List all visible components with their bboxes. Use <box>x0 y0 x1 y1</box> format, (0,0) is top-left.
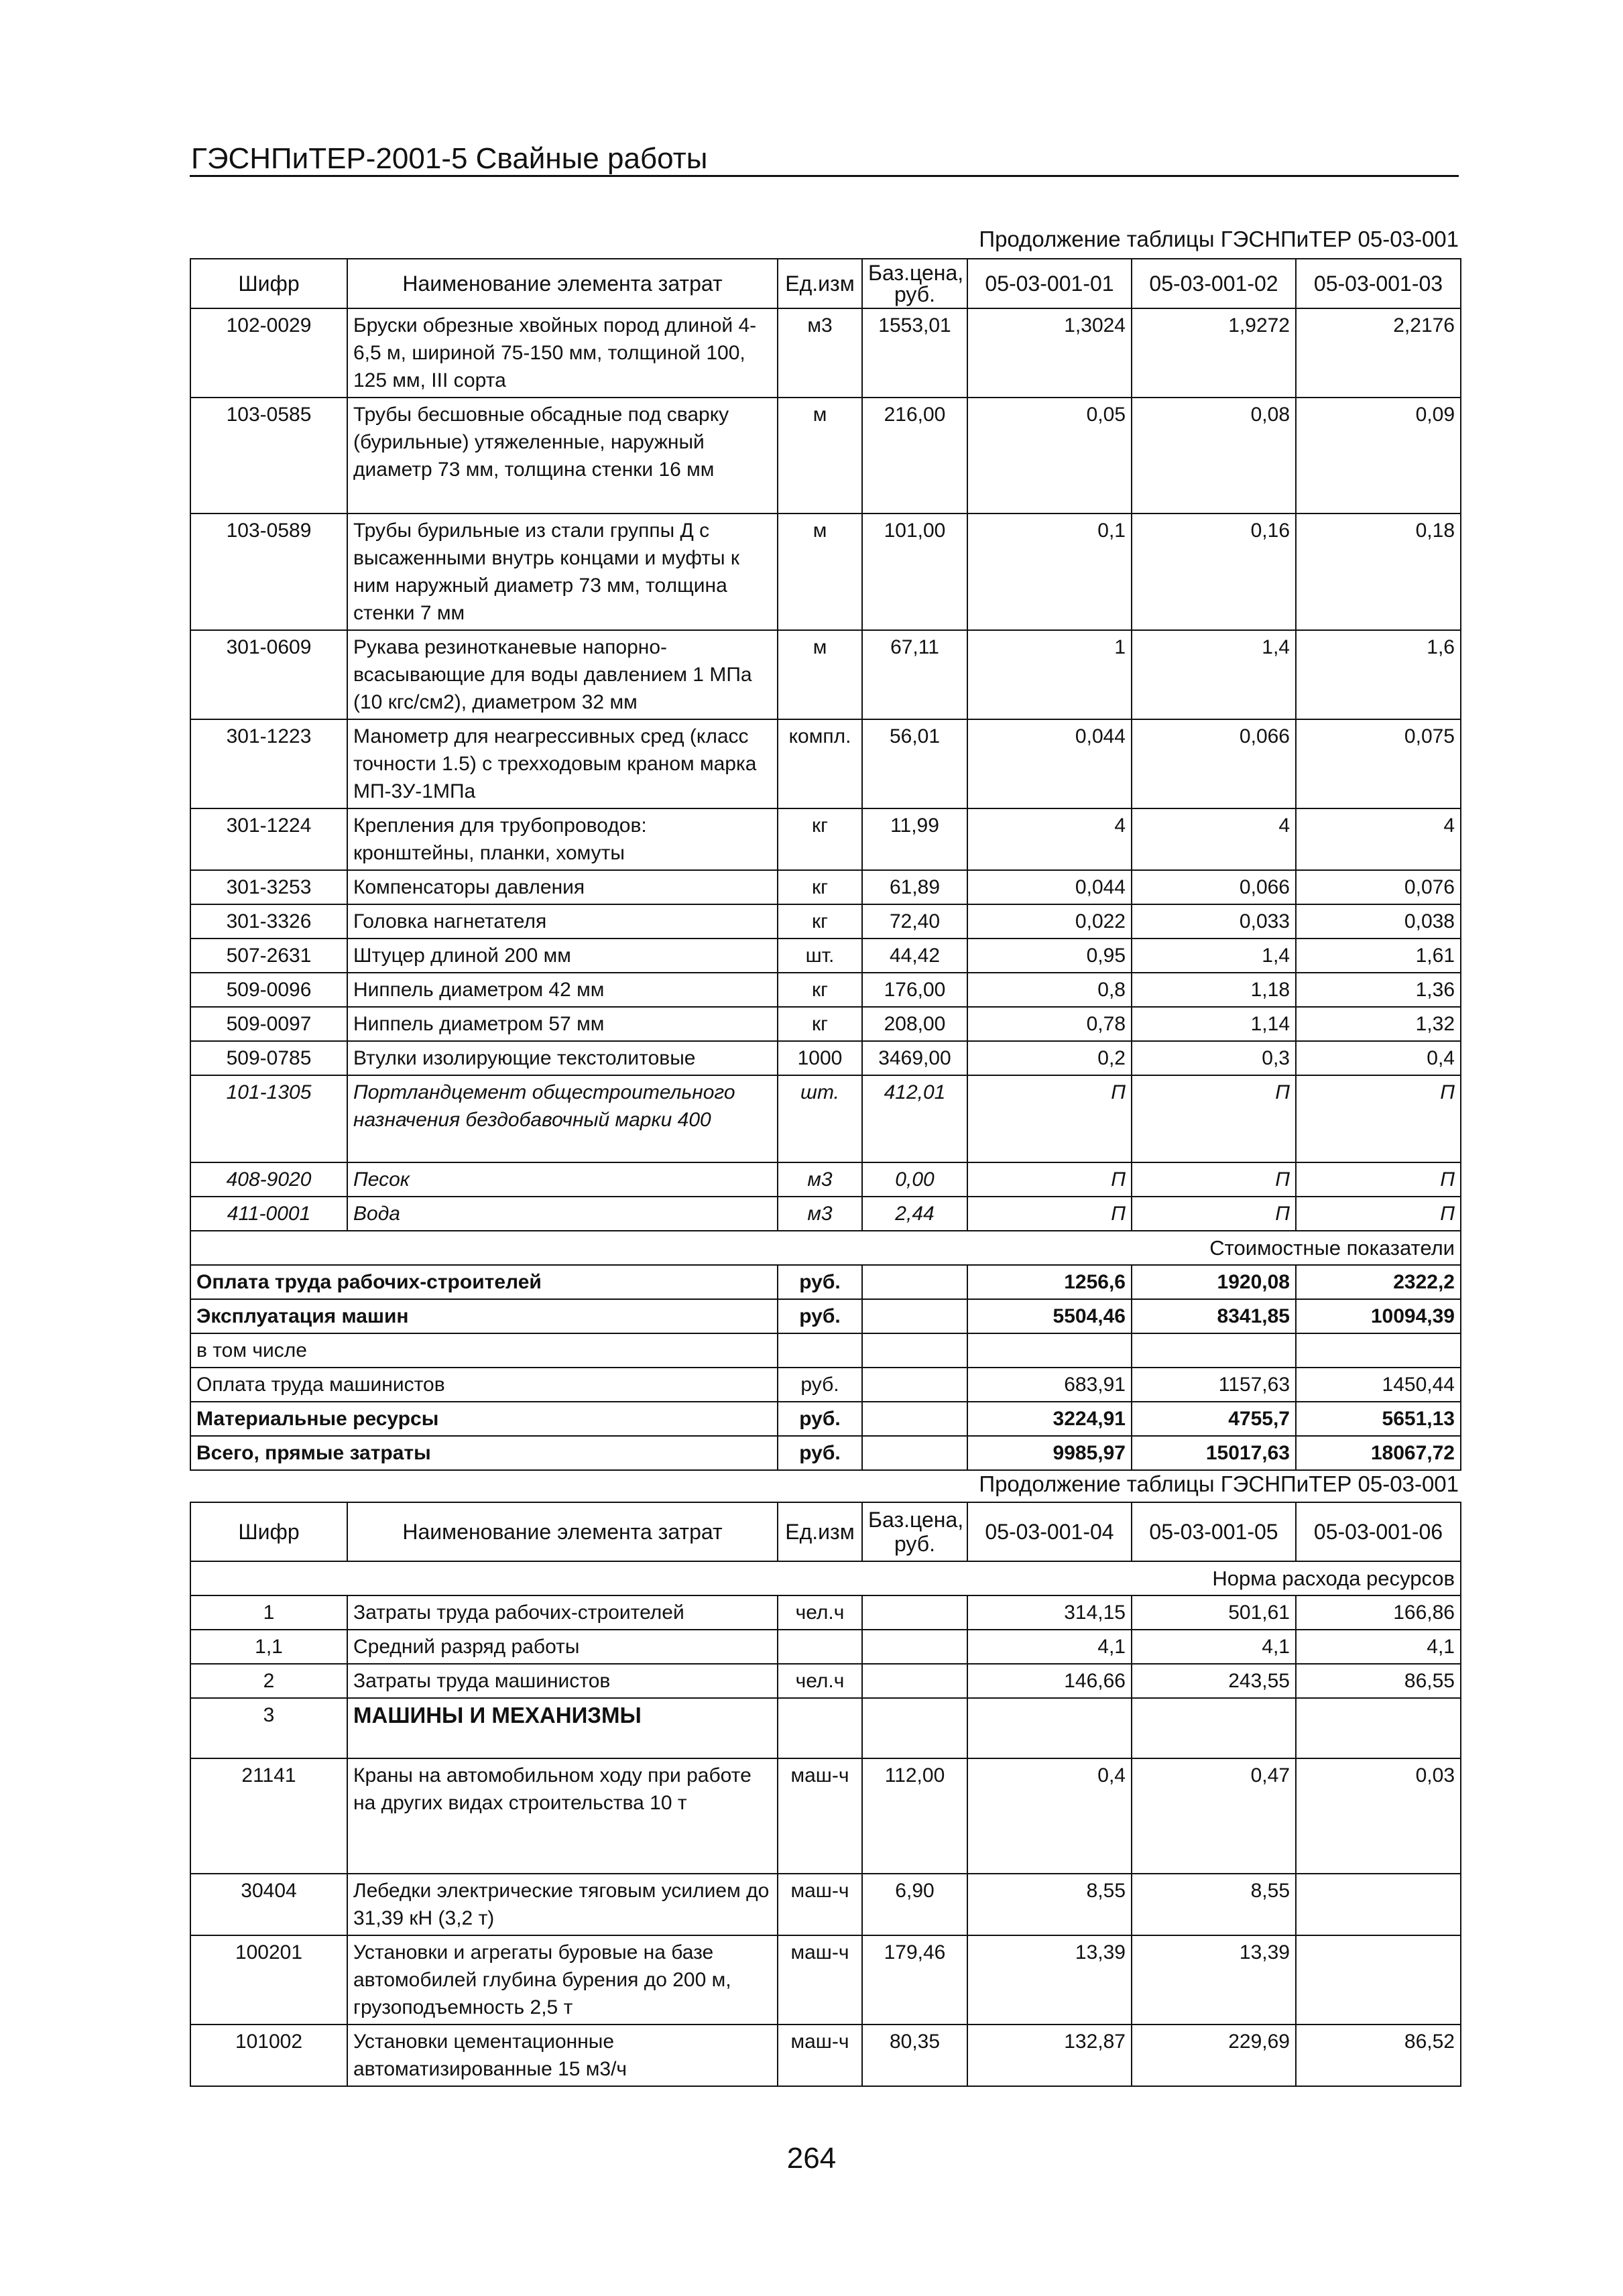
row-unit: м3 <box>778 1197 862 1231</box>
row-value-1: 4 <box>967 808 1132 870</box>
summary-value-1: 9985,97 <box>967 1436 1132 1470</box>
row-value-2: 0,066 <box>1132 870 1296 904</box>
col-header-price: Баз.цена, руб. <box>862 259 967 308</box>
machines-price <box>862 1698 967 1758</box>
col-header-v4: 05-03-001-04 <box>967 1502 1132 1561</box>
row-unit: маш-ч <box>778 2025 862 2086</box>
row-unit: маш-ч <box>778 1874 862 1935</box>
row-unit: кг <box>778 1007 862 1041</box>
summary-row <box>190 1333 1461 1368</box>
row-code: 509-0785 <box>190 1041 347 1075</box>
summary-price <box>862 1299 967 1333</box>
row-code: 301-1223 <box>190 719 347 808</box>
header-rule <box>190 175 1459 177</box>
summary-value-2 <box>1132 1333 1296 1368</box>
table2-header-row <box>190 1502 1461 1561</box>
summary-price <box>862 1265 967 1299</box>
summary-value-2: 8341,85 <box>1132 1299 1296 1333</box>
row-name: Средний разряд работы <box>347 1630 778 1664</box>
row-price: 61,89 <box>862 870 967 904</box>
summary-row <box>190 1368 1461 1402</box>
summary-unit: руб. <box>778 1402 862 1436</box>
summary-value-2: 1920,08 <box>1132 1265 1296 1299</box>
table-row <box>190 1197 1461 1231</box>
row-value-1: П <box>967 1075 1132 1162</box>
row-value-2: 0,033 <box>1132 904 1296 939</box>
row-name: Втулки изолирующие текстолитовые <box>347 1041 778 1075</box>
row-price: 67,11 <box>862 630 967 719</box>
row-value-2: 0,47 <box>1132 1758 1296 1874</box>
row-code: 1 <box>190 1595 347 1630</box>
row-value-3: 0,03 <box>1296 1758 1461 1874</box>
col-header-v5: 05-03-001-05 <box>1132 1502 1296 1561</box>
row-value-1: 0,95 <box>967 939 1132 973</box>
row-value-3: 0,075 <box>1296 719 1461 808</box>
row-code: 411-0001 <box>190 1197 347 1231</box>
table-row <box>190 1041 1461 1075</box>
row-code: 30404 <box>190 1874 347 1935</box>
row-value-2: 243,55 <box>1132 1664 1296 1698</box>
row-name: Вода <box>347 1197 778 1231</box>
summary-value-3: 1450,44 <box>1296 1368 1461 1402</box>
table-row <box>190 398 1461 513</box>
row-value-2: 1,9272 <box>1132 308 1296 398</box>
col-header-name: Наименование элемента затрат <box>347 259 778 308</box>
labor-row <box>190 1664 1461 1698</box>
row-value-3: 166,86 <box>1296 1595 1461 1630</box>
row-name: Затраты труда машинистов <box>347 1664 778 1698</box>
row-unit: шт. <box>778 939 862 973</box>
row-name: Головка нагнетателя <box>347 904 778 939</box>
summary-price <box>862 1436 967 1470</box>
row-code: 21141 <box>190 1758 347 1874</box>
row-name: Установки и агрегаты буровые на базе автомобилей глубина бурения до 200 м, грузоподъемность 2,5 т <box>347 1935 778 2025</box>
row-value-3: П <box>1296 1162 1461 1197</box>
summary-price <box>862 1333 967 1368</box>
row-price: 412,01 <box>862 1075 967 1162</box>
row-name: Трубы бесшовные обсадные под сварку (бурильные) утяжеленные, наружный диаметр 73 мм, толщина стенки 16 мм <box>347 398 778 513</box>
row-code: 1,1 <box>190 1630 347 1664</box>
col-header-unit: Ед.изм <box>778 1502 862 1561</box>
row-value-2: 0,16 <box>1132 513 1296 630</box>
row-value-1: 0,1 <box>967 513 1132 630</box>
norm-header-row <box>190 1561 1461 1595</box>
row-value-3: П <box>1296 1075 1461 1162</box>
summary-unit: руб. <box>778 1299 862 1333</box>
row-value-1: 0,4 <box>967 1758 1132 1874</box>
row-unit: шт. <box>778 1075 862 1162</box>
row-value-3 <box>1296 1935 1461 2025</box>
row-value-1: 132,87 <box>967 2025 1132 2086</box>
row-unit: м3 <box>778 308 862 398</box>
row-value-2: 0,08 <box>1132 398 1296 513</box>
row-value-3: 86,55 <box>1296 1664 1461 1698</box>
row-unit: маш-ч <box>778 1935 862 2025</box>
row-unit: чел.ч <box>778 1664 862 1698</box>
machines-title: МАШИНЫ И МЕХАНИЗМЫ <box>347 1698 778 1758</box>
summary-unit: руб. <box>778 1265 862 1299</box>
machine-row <box>190 2025 1461 2086</box>
row-value-1: 0,044 <box>967 719 1132 808</box>
row-unit: кг <box>778 808 862 870</box>
row-price: 179,46 <box>862 1935 967 2025</box>
summary-row <box>190 1436 1461 1470</box>
col-header-v6: 05-03-001-06 <box>1296 1502 1461 1561</box>
machine-row <box>190 1758 1461 1874</box>
summary-name: Эксплуатация машин <box>190 1299 778 1333</box>
row-value-1: 0,05 <box>967 398 1132 513</box>
summary-value-1: 3224,91 <box>967 1402 1132 1436</box>
cost-indicators-row <box>190 1231 1461 1265</box>
table-row <box>190 973 1461 1007</box>
row-unit: компл. <box>778 719 862 808</box>
row-value-3: 0,18 <box>1296 513 1461 630</box>
col-header-v2: 05-03-001-02 <box>1132 259 1296 308</box>
row-name: Манометр для неагрессивных сред (класс точности 1.5) с трехходовым краном марка МП-3У-1МПа <box>347 719 778 808</box>
row-value-2: 8,55 <box>1132 1874 1296 1935</box>
table1-header-row <box>190 259 1461 308</box>
row-code: 301-3326 <box>190 904 347 939</box>
row-name: Компенсаторы давления <box>347 870 778 904</box>
row-code: 408-9020 <box>190 1162 347 1197</box>
summary-value-3: 10094,39 <box>1296 1299 1461 1333</box>
summary-value-1 <box>967 1333 1132 1368</box>
row-value-3 <box>1296 1874 1461 1935</box>
row-price: 101,00 <box>862 513 967 630</box>
row-value-2: 1,4 <box>1132 939 1296 973</box>
row-value-2: 1,18 <box>1132 973 1296 1007</box>
row-price: 112,00 <box>862 1758 967 1874</box>
table1-continuation-label: Продолжение таблицы ГЭСНПиТЕР 05-03-001 <box>979 227 1459 251</box>
row-unit: маш-ч <box>778 1758 862 1874</box>
row-value-2: 0,3 <box>1132 1041 1296 1075</box>
row-name: Затраты труда рабочих-строителей <box>347 1595 778 1630</box>
summary-row <box>190 1265 1461 1299</box>
table-row <box>190 1007 1461 1041</box>
row-value-2: 4 <box>1132 808 1296 870</box>
summary-price <box>862 1368 967 1402</box>
machines-code: 3 <box>190 1698 347 1758</box>
table-row <box>190 308 1461 398</box>
summary-value-2: 4755,7 <box>1132 1402 1296 1436</box>
row-value-1: 314,15 <box>967 1595 1132 1630</box>
row-unit: м <box>778 398 862 513</box>
row-code: 102-0029 <box>190 308 347 398</box>
row-code: 301-0609 <box>190 630 347 719</box>
row-value-2: 4,1 <box>1132 1630 1296 1664</box>
row-value-1: 4,1 <box>967 1630 1132 1664</box>
table-row <box>190 630 1461 719</box>
row-name: Установки цементационные автоматизированные 15 м3/ч <box>347 2025 778 2086</box>
summary-price <box>862 1402 967 1436</box>
row-price: 3469,00 <box>862 1041 967 1075</box>
summary-value-3 <box>1296 1333 1461 1368</box>
col-header-unit: Ед.изм <box>778 259 862 308</box>
row-name: Бруски обрезные хвойных пород длиной 4-6,5 м, шириной 75-150 мм, толщиной 100, 125 мм, III сорта <box>347 308 778 398</box>
row-value-1: П <box>967 1162 1132 1197</box>
row-name: Рукава резинотканевые напорно-всасывающие для воды давлением 1 МПа (10 кгс/см2), диаметром 32 мм <box>347 630 778 719</box>
machines-value-3 <box>1296 1698 1461 1758</box>
summary-name: Оплата труда рабочих-строителей <box>190 1265 778 1299</box>
summary-unit <box>778 1333 862 1368</box>
row-value-3: 1,32 <box>1296 1007 1461 1041</box>
summary-unit: руб. <box>778 1436 862 1470</box>
table-row <box>190 808 1461 870</box>
row-value-2: 1,14 <box>1132 1007 1296 1041</box>
row-unit: кг <box>778 973 862 1007</box>
row-value-3: П <box>1296 1197 1461 1231</box>
row-value-1: 0,044 <box>967 870 1132 904</box>
row-price: 6,90 <box>862 1874 967 1935</box>
row-unit: кг <box>778 904 862 939</box>
summary-name: в том числе <box>190 1333 778 1368</box>
row-value-2: П <box>1132 1075 1296 1162</box>
col-header-v1: 05-03-001-01 <box>967 259 1132 308</box>
row-price: 0,00 <box>862 1162 967 1197</box>
row-code: 509-0096 <box>190 973 347 1007</box>
row-value-1: 0,2 <box>967 1041 1132 1075</box>
row-code: 101002 <box>190 2025 347 2086</box>
row-price: 176,00 <box>862 973 967 1007</box>
row-price: 208,00 <box>862 1007 967 1041</box>
row-unit: м <box>778 630 862 719</box>
summary-value-3: 5651,13 <box>1296 1402 1461 1436</box>
row-code: 301-1224 <box>190 808 347 870</box>
row-unit: м3 <box>778 1162 862 1197</box>
summary-name: Всего, прямые затраты <box>190 1436 778 1470</box>
row-name: Ниппель диаметром 57 мм <box>347 1007 778 1041</box>
row-price: 44,42 <box>862 939 967 973</box>
row-unit <box>778 1630 862 1664</box>
row-value-2: 1,4 <box>1132 630 1296 719</box>
row-price: 2,44 <box>862 1197 967 1231</box>
summary-row <box>190 1402 1461 1436</box>
labor-row <box>190 1595 1461 1630</box>
row-value-1: 1,3024 <box>967 308 1132 398</box>
row-name: Песок <box>347 1162 778 1197</box>
row-code: 101-1305 <box>190 1075 347 1162</box>
row-price: 11,99 <box>862 808 967 870</box>
page-header-title: ГЭСНПиТЕР-2001-5 Свайные работы <box>191 142 708 175</box>
summary-value-3: 2322,2 <box>1296 1265 1461 1299</box>
row-price: 56,01 <box>862 719 967 808</box>
table-row <box>190 1162 1461 1197</box>
row-value-1: 8,55 <box>967 1874 1132 1935</box>
row-price <box>862 1630 967 1664</box>
row-value-3: 86,52 <box>1296 2025 1461 2086</box>
row-price: 80,35 <box>862 2025 967 2086</box>
col-header-code: Шифр <box>190 1502 347 1561</box>
row-value-3: 4,1 <box>1296 1630 1461 1664</box>
resource-table-2 <box>190 1502 1461 2087</box>
row-price <box>862 1595 967 1630</box>
row-value-3: 1,36 <box>1296 973 1461 1007</box>
row-value-2: П <box>1132 1197 1296 1231</box>
resource-table-1 <box>190 258 1461 1471</box>
table-row <box>190 513 1461 630</box>
row-unit: м <box>778 513 862 630</box>
row-value-2: П <box>1132 1162 1296 1197</box>
row-value-3: 1,61 <box>1296 939 1461 973</box>
row-code: 103-0589 <box>190 513 347 630</box>
row-value-1: 1 <box>967 630 1132 719</box>
machines-section-row <box>190 1698 1461 1758</box>
col-header-name: Наименование элемента затрат <box>347 1502 778 1561</box>
row-code: 507-2631 <box>190 939 347 973</box>
row-name: Портландцемент общестроительного назначения бездобавочный марки 400 <box>347 1075 778 1162</box>
row-code: 103-0585 <box>190 398 347 513</box>
labor-row <box>190 1630 1461 1664</box>
summary-value-1: 5504,46 <box>967 1299 1132 1333</box>
summary-value-1: 1256,6 <box>967 1265 1132 1299</box>
row-unit: кг <box>778 870 862 904</box>
table-row <box>190 719 1461 808</box>
row-value-2: 13,39 <box>1132 1935 1296 2025</box>
row-value-3: 0,4 <box>1296 1041 1461 1075</box>
summary-name: Оплата труда машинистов <box>190 1368 778 1402</box>
table2-continuation-label: Продолжение таблицы ГЭСНПиТЕР 05-03-001 <box>979 1471 1459 1496</box>
row-code: 2 <box>190 1664 347 1698</box>
row-value-3: 2,2176 <box>1296 308 1461 398</box>
table-row <box>190 1075 1461 1162</box>
row-value-1: 0,78 <box>967 1007 1132 1041</box>
summary-name: Материальные ресурсы <box>190 1402 778 1436</box>
row-name: Лебедки электрические тяговым усилием до 31,39 кН (3,2 т) <box>347 1874 778 1935</box>
machines-value-2 <box>1132 1698 1296 1758</box>
row-price: 216,00 <box>862 398 967 513</box>
summary-row <box>190 1299 1461 1333</box>
row-unit: 1000 <box>778 1041 862 1075</box>
summary-value-2: 15017,63 <box>1132 1436 1296 1470</box>
row-value-3: 1,6 <box>1296 630 1461 719</box>
col-header-code: Шифр <box>190 259 347 308</box>
row-name: Ниппель диаметром 42 мм <box>347 973 778 1007</box>
page-number: 264 <box>786 2142 837 2175</box>
machines-value-1 <box>967 1698 1132 1758</box>
machine-row <box>190 1935 1461 2025</box>
row-name: Трубы бурильные из стали группы Д с высаженными внутрь концами и муфты к ним наружный диаметр 73 мм, толщина стенки 7 мм <box>347 513 778 630</box>
table-row <box>190 939 1461 973</box>
norm-header: Норма расхода ресурсов <box>190 1561 1461 1595</box>
row-value-3: 0,09 <box>1296 398 1461 513</box>
row-code: 509-0097 <box>190 1007 347 1041</box>
machine-row <box>190 1874 1461 1935</box>
row-price: 1553,01 <box>862 308 967 398</box>
row-value-2: 0,066 <box>1132 719 1296 808</box>
row-name: Крепления для трубопроводов: кронштейны, планки, хомуты <box>347 808 778 870</box>
summary-value-2: 1157,63 <box>1132 1368 1296 1402</box>
summary-unit: руб. <box>778 1368 862 1402</box>
row-value-2: 501,61 <box>1132 1595 1296 1630</box>
row-name: Краны на автомобильном ходу при работе на других видах строительства 10 т <box>347 1758 778 1874</box>
row-price <box>862 1664 967 1698</box>
row-code: 100201 <box>190 1935 347 2025</box>
row-value-2: 229,69 <box>1132 2025 1296 2086</box>
table-row <box>190 870 1461 904</box>
row-value-1: 0,8 <box>967 973 1132 1007</box>
col-header-price: Баз.цена, руб. <box>862 1502 967 1561</box>
row-name: Штуцер длиной 200 мм <box>347 939 778 973</box>
row-code: 301-3253 <box>190 870 347 904</box>
row-unit: чел.ч <box>778 1595 862 1630</box>
summary-value-1: 683,91 <box>967 1368 1132 1402</box>
row-value-1: 146,66 <box>967 1664 1132 1698</box>
table-row <box>190 904 1461 939</box>
row-value-1: 13,39 <box>967 1935 1132 2025</box>
col-header-v3: 05-03-001-03 <box>1296 259 1461 308</box>
row-value-3: 4 <box>1296 808 1461 870</box>
row-value-1: П <box>967 1197 1132 1231</box>
row-price: 72,40 <box>862 904 967 939</box>
row-value-3: 0,038 <box>1296 904 1461 939</box>
row-value-1: 0,022 <box>967 904 1132 939</box>
summary-value-3: 18067,72 <box>1296 1436 1461 1470</box>
cost-indicators-header: Стоимостные показатели <box>190 1231 1461 1265</box>
row-value-3: 0,076 <box>1296 870 1461 904</box>
machines-unit <box>778 1698 862 1758</box>
